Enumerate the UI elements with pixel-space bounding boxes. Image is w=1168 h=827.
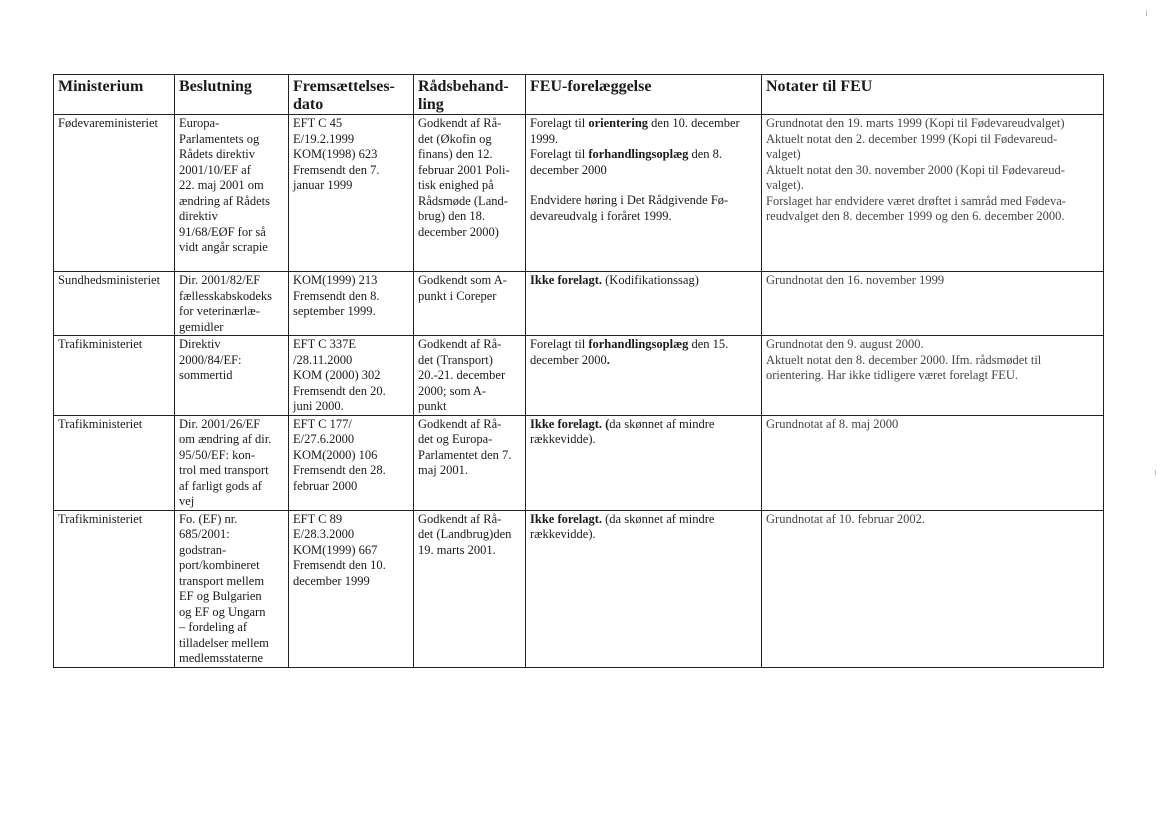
table-row [54,336,1104,416]
cell-ministerium: Trafikministeriet [54,415,175,510]
cell-dato: EFT C 177/ E/27.6.2000 KOM(2000) 106 Fremsendt den 28. februar 2000 [289,415,414,510]
cell-feu: Forelagt til orientering den 10. december 1999. Forelagt til forhandlingsoplæg den 8. december 2000 Endvidere høring i Det Rådgivende Fø- devareudvalg i foråret 1999. [526,115,762,272]
cell-raadsbehandling: Godkendt af Rå- det og Europa- Parlamentet den 7. maj 2001. [414,415,526,510]
cell-raadsbehandling: Godkendt af Rå- det (Økofin og finans) den 12. februar 2001 Poli- tisk enighed på Rådsmøde (Land- brug) den 18. december 2000) [414,115,526,272]
cell-ministerium: Trafikministeriet [54,510,175,667]
cell-beslutning: Direktiv 2000/84/EF: sommertid [175,336,289,416]
scan-mark [1155,470,1156,475]
header-row [54,75,1104,115]
header-beslutning: Beslutning [175,75,289,115]
cell-notater: Grundnotat den 19. marts 1999 (Kopi til Fødevareudvalget) Aktuelt notat den 2. december 1999 (Kopi til Fødevareud- valget) Aktuelt notat den 30. november 2000 (Kopi til Fødevareud- valget). Forslaget har endvidere været drøftet i samråd med Fødeva- reudvalget den 8. december 1999 og den 6. december 2000. [762,115,1104,272]
cell-feu: Ikke forelagt. (Kodifikationssag) [526,272,762,336]
cell-notater: Grundnotat af 10. februar 2002. [762,510,1104,667]
header-raadsbehandling: Rådsbehand- ling [414,75,526,115]
cell-ministerium: Sundhedsministeriet [54,272,175,336]
cell-dato: KOM(1999) 213 Fremsendt den 8. september 1999. [289,272,414,336]
header-fremsaettelsesdato: Fremsættelses- dato [289,75,414,115]
cell-beslutning: Europa- Parlamentets og Rådets direktiv 2001/10/EF af 22. maj 2001 om ændring af Rådets direktiv 91/68/EØF for så vidt angår scrapie [175,115,289,272]
cell-ministerium: Trafikministeriet [54,336,175,416]
cell-dato: EFT C 337E /28.11.2000 KOM (2000) 302 Fremsendt den 20. juni 2000. [289,336,414,416]
cell-raadsbehandling: Godkendt af Rå- det (Transport) 20.-21. december 2000; som A- punkt [414,336,526,416]
cell-notater: Grundnotat af 8. maj 2000 [762,415,1104,510]
cell-raadsbehandling: Godkendt som A- punkt i Coreper [414,272,526,336]
header-feu-forelaeggelse: FEU-forelæggelse [526,75,762,115]
cell-notater: Grundnotat den 16. november 1999 [762,272,1104,336]
scan-mark [1146,10,1147,16]
table-row [54,272,1104,336]
cell-feu: Forelagt til forhandlingsoplæg den 15. december 2000. [526,336,762,416]
table-row [54,510,1104,667]
cell-notater: Grundnotat den 9. august 2000. Aktuelt notat den 8. december 2000. Ifm. rådsmødet til orientering. Har ikke tidligere været forelagt FEU. [762,336,1104,416]
header-ministerium: Ministerium [54,75,175,115]
cell-beslutning: Dir. 2001/26/EF om ændring af dir. 95/50/EF: kon- trol med transport af farligt gods af vej [175,415,289,510]
table-row [54,415,1104,510]
cell-beslutning: Fo. (EF) nr. 685/2001: godstran- port/kombineret transport mellem EF og Bulgarien og EF og Ungarn – fordeling af tilladelser mellem medlemsstaterne [175,510,289,667]
header-notater: Notater til FEU [762,75,1104,115]
cell-dato: EFT C 45 E/19.2.1999 KOM(1998) 623 Fremsendt den 7. januar 1999 [289,115,414,272]
cell-dato: EFT C 89 E/28.3.2000 KOM(1999) 667 Fremsendt den 10. december 1999 [289,510,414,667]
cell-beslutning: Dir. 2001/82/EF fællesskabskodeks for veterinærlæ- gemidler [175,272,289,336]
decision-table [53,74,1104,668]
cell-feu: Ikke forelagt. (da skønnet af mindre rækkevidde). [526,510,762,667]
cell-raadsbehandling: Godkendt af Rå- det (Landbrug)den 19. marts 2001. [414,510,526,667]
table-row [54,115,1104,272]
cell-ministerium: Fødevareministeriet [54,115,175,272]
cell-feu: Ikke forelagt. (da skønnet af mindre rækkevidde). [526,415,762,510]
